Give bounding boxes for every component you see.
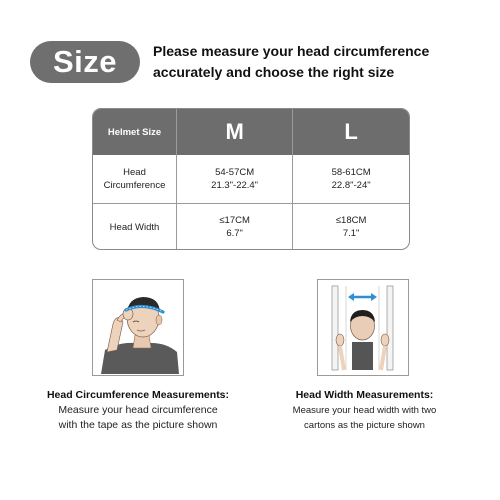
size-l-header: L: [293, 109, 409, 155]
headline-line-2: accurately and choose the right size: [153, 64, 395, 80]
cell-value-inch: 22.8"-24": [331, 179, 371, 191]
head-width-illustration: [317, 279, 409, 376]
cell-m-circumference: [177, 155, 293, 203]
cell-value-cm: 54-57CM: [215, 166, 255, 178]
caption-line: with the tape as the picture shown: [58, 419, 218, 431]
cell-m-width: [177, 203, 293, 250]
table-row-head-circumference: [93, 155, 409, 203]
row-label-line: Head: [123, 166, 146, 178]
head-width-icon: [318, 280, 407, 374]
row-label-line: Circumference: [103, 179, 166, 191]
row-label-head-width: [93, 203, 177, 250]
row-label-line: Head Width: [109, 221, 160, 233]
cell-value-inch: 21.3"-22.4": [211, 179, 259, 191]
size-badge: [30, 41, 140, 83]
size-m-header: M: [177, 109, 293, 155]
caption-line: Measure your head width with two: [292, 405, 437, 416]
row-label-head-circumference: [93, 155, 177, 203]
cell-value-cm: 58-61CM: [331, 166, 371, 178]
caption-line: cartons as the picture shown: [304, 420, 425, 431]
cell-value-cm: ≤17CM: [219, 215, 250, 227]
caption-title: Head Circumference Measurements:: [46, 389, 230, 401]
table-header-row: [93, 109, 409, 155]
helmet-size-header: Helmet Size: [107, 126, 162, 138]
head-width-caption: [262, 388, 467, 433]
cell-value-cm: ≤18CM: [335, 215, 367, 227]
size-badge-label: Size: [52, 44, 118, 79]
caption-title: Head Width Measurements:: [295, 389, 434, 401]
caption-line: Measure your head circumference: [58, 404, 218, 416]
headline: [153, 41, 483, 83]
cell-l-circumference: [293, 155, 409, 203]
head-circumference-illustration: [92, 279, 184, 376]
cell-l-width: [293, 203, 409, 250]
table-row-head-width: [93, 203, 409, 250]
cell-value-inch: 6.7": [226, 228, 243, 240]
head-circumference-icon: [93, 280, 182, 374]
head-circumference-caption: [28, 388, 248, 433]
cell-value-inch: 7.1": [342, 228, 360, 240]
size-chart-table: [92, 108, 410, 250]
headline-line-1: Please measure your head circumference: [153, 43, 430, 59]
